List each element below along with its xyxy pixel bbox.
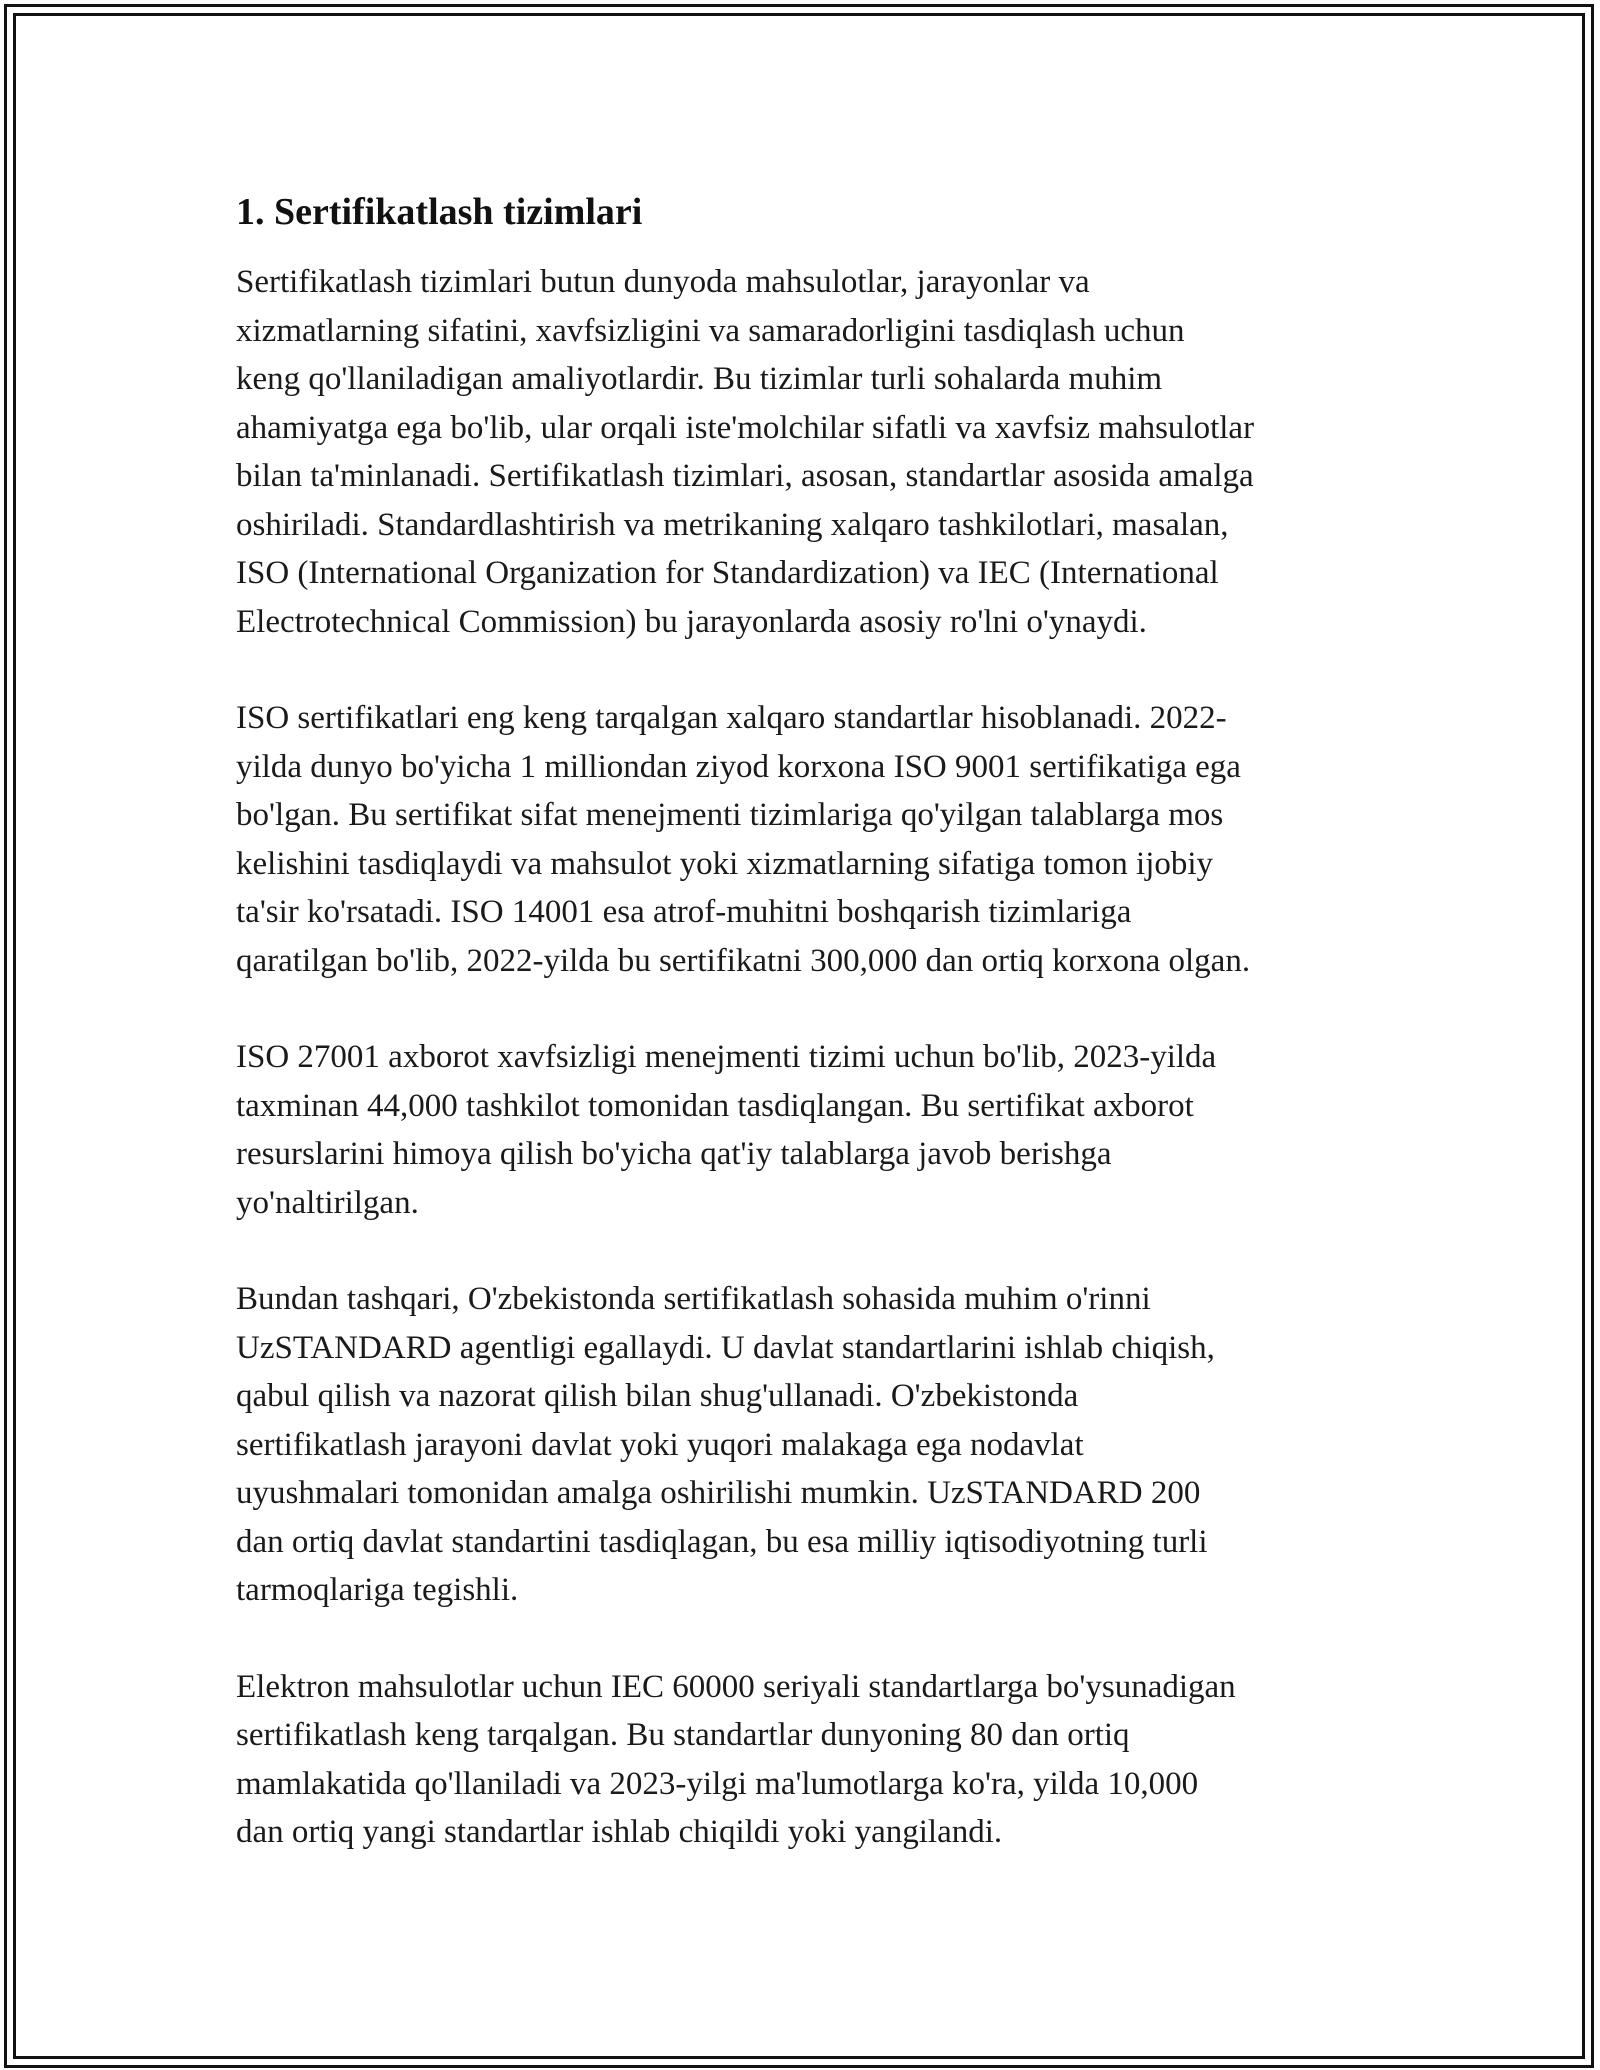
- text-line: sertifikatlash jarayoni davlat yoki yuqori malakaga ega nodavlat: [236, 1426, 1084, 1463]
- text-line: taxminan 44,000 tashkilot tomonidan tasdiqlangan. Bu sertifikat axborot: [236, 1087, 1194, 1124]
- text-line: dan ortiq davlat standartini tasdiqlagan, bu esa milliy iqtisodiyotning turli: [236, 1523, 1208, 1560]
- paragraph-iso-27001: [236, 1033, 1386, 1227]
- text-line: uyushmalari tomonidan amalga oshirilishi mumkin. UzSTANDARD 200: [236, 1475, 1201, 1511]
- text-line: Bundan tashqari, O'zbekistonda sertifikatlash sohasida muhim o'rinni: [236, 1281, 1151, 1317]
- text-line: tarmoqlariga tegishli.: [236, 1572, 519, 1608]
- text-line: xizmatlarning sifatini, xavfsizligini va samaradorligini tasdiqlash uchun: [236, 312, 1185, 349]
- paragraph-intro: [236, 258, 1386, 646]
- section-heading: 1. Sertifikatlash tizimlari: [236, 191, 643, 233]
- text-line: mamlakatida qo'llaniladi va 2023-yilgi ma'lumotlarga ko'ra, yilda 10,000: [236, 1765, 1199, 1802]
- text-line: yilda dunyo bo'yicha 1 milliondan ziyod korxona ISO 9001 sertifikatiga ega: [236, 748, 1241, 785]
- paragraph-iec-60000: [236, 1663, 1386, 1857]
- text-line: UzSTANDARD agentligi egallaydi. U davlat standartlarini ishlab chiqish,: [236, 1329, 1215, 1366]
- text-line: qabul qilish va nazorat qilish bilan shug'ullanadi. O'zbekistonda: [236, 1378, 1079, 1414]
- text-line: Elektron mahsulotlar uchun IEC 60000 seriyali standartlarga bo'ysunadigan: [236, 1668, 1236, 1705]
- text-line: sertifikatlash keng tarqalgan. Bu standartlar dunyoning 80 dan ortiq: [236, 1717, 1130, 1753]
- text-line: yo'naltirilgan.: [236, 1184, 419, 1221]
- text-line: keng qo'llaniladigan amaliyotlardir. Bu tizimlar turli sohalarda muhim: [236, 361, 1163, 397]
- text-line: ahamiyatga ega bo'lib, ular orqali iste'molchilar sifatli va xavfsiz mahsulotlar: [236, 409, 1255, 446]
- text-line: ISO sertifikatlari eng keng tarqalgan xalqaro standartlar hisoblanadi. 2022-: [236, 700, 1227, 736]
- text-line: bo'lgan. Bu sertifikat sifat menejmenti tizimlariga qo'yilgan talablarga mos: [236, 797, 1224, 833]
- text-line: ta'sir ko'rsatadi. ISO 14001 esa atrof-muhitni boshqarish tizimlariga: [236, 894, 1132, 930]
- text-line: Electrotechnical Commission) bu jarayonlarda asosiy ro'lni o'ynaydi.: [236, 603, 1147, 640]
- text-line: oshiriladi. Standardlashtirish va metrikaning xalqaro tashkilotlari, masalan,: [236, 506, 1229, 543]
- text-line: qaratilgan bo'lib, 2022-yilda bu sertifikatni 300,000 dan ortiq korxona olgan.: [236, 942, 1251, 979]
- paragraph-uzstandard: [236, 1275, 1386, 1615]
- text-line: ISO (International Organization for Standardization) va IEC (International: [236, 555, 1219, 591]
- text-line: resurslarini himoya qilish bo'yicha qat'iy talablarga javob berishga: [236, 1136, 1112, 1172]
- document-body: [236, 188, 1386, 1905]
- text-line: Sertifikatlash tizimlari butun dunyoda mahsulotlar, jarayonlar va: [236, 264, 1090, 300]
- paragraph-iso-certificates: [236, 694, 1386, 985]
- text-line: ISO 27001 axborot xavfsizligi menejmenti tizimi uchun bo'lib, 2023-yilda: [236, 1039, 1217, 1075]
- text-line: dan ortiq yangi standartlar ishlab chiqildi yoki yangilandi.: [236, 1814, 1003, 1850]
- text-line: bilan ta'minlanadi. Sertifikatlash tizimlari, asosan, standartlar asosida amalga: [236, 458, 1254, 494]
- text-line: kelishini tasdiqlaydi va mahsulot yoki xizmatlarning sifatiga tomon ijobiy: [236, 845, 1214, 882]
